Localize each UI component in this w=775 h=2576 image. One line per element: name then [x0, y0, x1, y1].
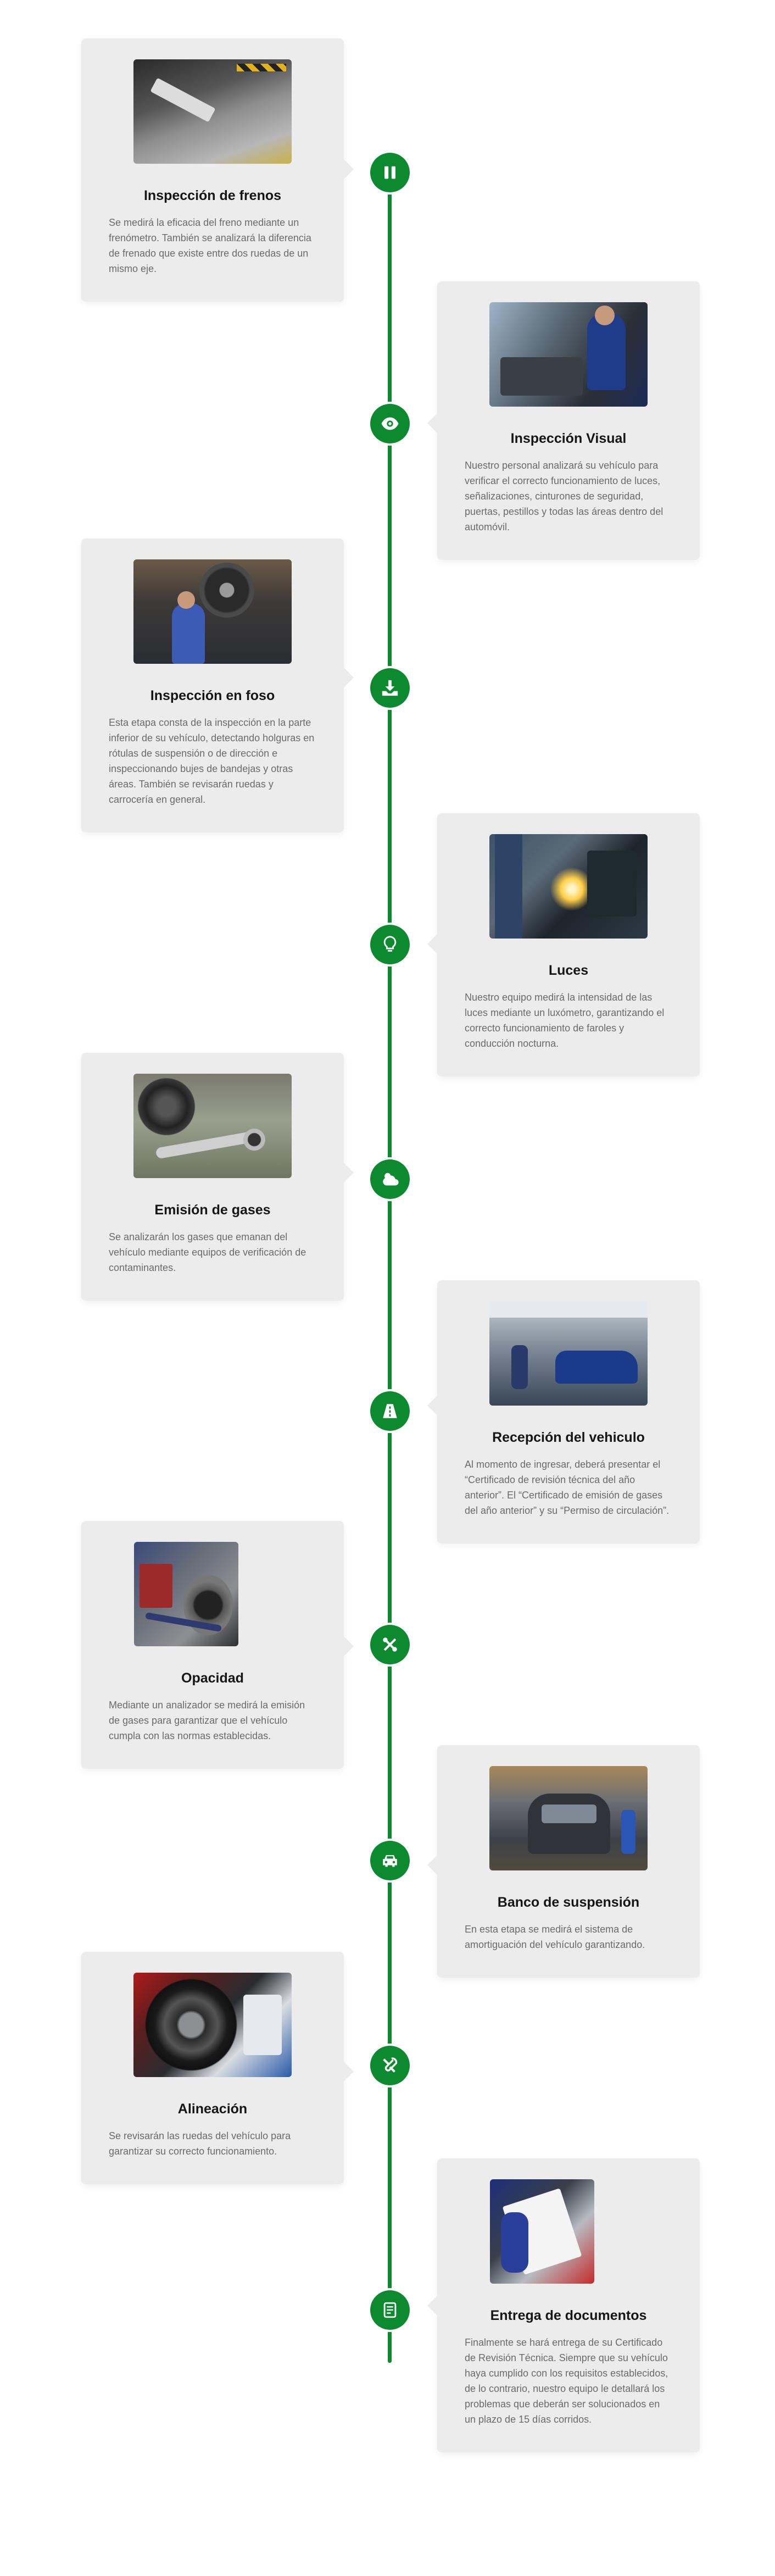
step-title: Inspección de frenos [143, 188, 282, 203]
timeline-node-3 [370, 668, 410, 708]
timeline-card-lights [437, 813, 700, 1076]
wrench-icon [381, 2056, 399, 2075]
timeline-card-emissions [81, 1053, 344, 1301]
timeline-card-opacity [81, 1521, 344, 1769]
brake-tester-photo [133, 59, 292, 164]
tools-icon [381, 1635, 399, 1654]
step-title: Recepción del vehiculo [492, 1430, 645, 1445]
timeline-node-6 [370, 1391, 410, 1431]
exhaust-pipe-photo [133, 1074, 292, 1178]
document-delivery-photo [490, 2179, 594, 2284]
cloud-sun-icon [381, 1170, 399, 1189]
timeline-node-10 [370, 2290, 410, 2330]
step-title: Opacidad [181, 1670, 244, 1686]
timeline-card-brakes [81, 38, 344, 302]
step-description: Se medirá la eficacia del freno mediante un frenómetro. También se analizará la diferencia de frenado que existe entre dos ruedas de un mismo eje. [109, 217, 311, 274]
timeline-card-pit [81, 538, 344, 832]
step-description: Nuestro equipo medirá la intensidad de las luces mediante un luxómetro, garantizando el correcto funcionamiento de faroles y conducción nocturna. [465, 992, 665, 1049]
step-title: Inspección en foso [150, 688, 275, 703]
eye-icon [381, 414, 399, 433]
timeline-node-2 [370, 404, 410, 443]
step-title: Alineación [177, 2101, 248, 2117]
step-title: Banco de suspensión [497, 1895, 640, 1910]
step-description: Nuestro personal analizará su vehículo para verificar el correcto funcionamiento de luces, señalizaciones, cinturones de seguridad, puertas, pestillos y todas las áreas dentro del automóvil. [465, 460, 664, 532]
lightbulb-icon [381, 935, 399, 954]
step-title: Entrega de documentos [490, 2308, 647, 2323]
step-title: Emisión de gases [154, 1202, 271, 1218]
step-description: Al momento de ingresar, deberá presentar el “Certificado de revisión técnica del año anterior”. El “Certificado de emisión de gases del año anterior” y su “Permiso de circulación”. [465, 1459, 670, 1516]
timeline-node-5 [370, 1159, 410, 1199]
pit-inspection-photo [133, 559, 292, 664]
opacity-analyzer-photo [134, 1542, 238, 1646]
timeline-node-7 [370, 1625, 410, 1664]
timeline-node-9 [370, 2046, 410, 2085]
timeline-line [388, 170, 392, 2363]
timeline-card-alignment [81, 1952, 344, 2184]
luxometer-photo [489, 834, 648, 939]
pause-icon [381, 163, 399, 182]
document-icon [381, 2301, 399, 2319]
download-icon [381, 679, 399, 697]
road-icon [381, 1402, 399, 1420]
step-title: Luces [548, 963, 589, 978]
wheel-alignment-photo [133, 1973, 292, 2077]
step-description: Esta etapa consta de la inspección en la parte inferior de su vehículo, detectando holguras en rótulas de suspensión o de dirección e inspeccionando bujes de bandejas y otras áreas. También se revisarán ruedas y carrocería en general. [109, 717, 315, 805]
suspension-bench-photo [489, 1766, 648, 1870]
step-description: Se revisarán las ruedas del vehículo para garantizar su correcto funcionamiento. [109, 2130, 291, 2157]
step-description: Mediante un analizador se medirá la emisión de gases para garantizar que el vehículo cumpla con las normas establecidas. [109, 1700, 305, 1741]
step-description: En esta etapa se medirá el sistema de amortiguación del vehículo garantizando. [465, 1924, 645, 1950]
timeline-card-reception [437, 1280, 700, 1544]
step-description: Finalmente se hará entrega de su Certificado de Revisión Técnica. Siempre que su vehículo haya cumplido con los requisitos establecidos, de lo contrario, nuestro equipo le detallará los problemas que deberán ser solucionados en un plazo de 15 días corridos. [465, 2337, 668, 2425]
timeline-node-1 [370, 153, 410, 192]
step-description: Se analizarán los gases que emanan del vehículo mediante equipos de verificación de contaminantes. [109, 1231, 306, 1273]
timeline-card-suspension [437, 1745, 700, 1978]
timeline-card-visual [437, 281, 700, 560]
reception-garage-photo [489, 1301, 648, 1406]
timeline-node-4 [370, 925, 410, 964]
timeline-card-documents [437, 2158, 700, 2452]
step-title: Inspección Visual [510, 431, 627, 446]
timeline-node-8 [370, 1841, 410, 1880]
car-icon [381, 1851, 399, 1870]
mechanic-engine-photo [489, 302, 648, 407]
